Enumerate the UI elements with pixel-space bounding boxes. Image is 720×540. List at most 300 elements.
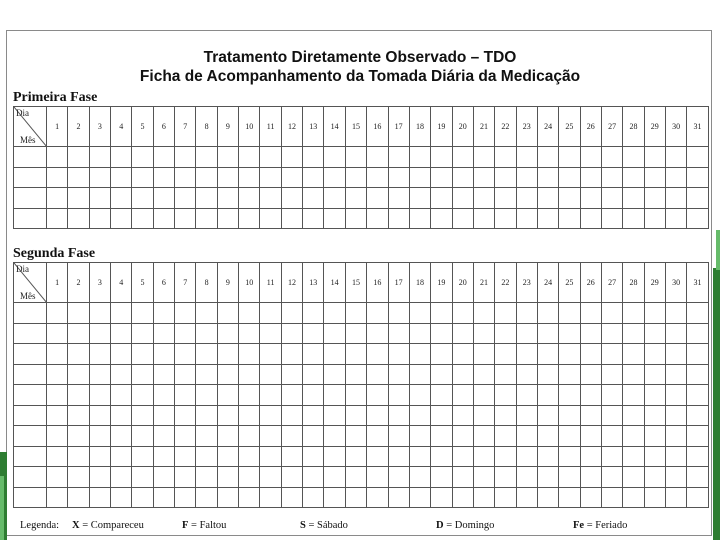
day-mark-cell[interactable] [111, 487, 132, 508]
day-mark-cell[interactable] [388, 303, 409, 324]
day-mark-cell[interactable] [324, 446, 345, 467]
day-mark-cell[interactable] [687, 147, 708, 168]
day-mark-cell[interactable] [111, 167, 132, 188]
day-mark-cell[interactable] [559, 364, 580, 385]
day-mark-cell[interactable] [452, 188, 473, 209]
day-mark-cell[interactable] [537, 385, 558, 406]
day-mark-cell[interactable] [537, 487, 558, 508]
day-mark-cell[interactable] [452, 364, 473, 385]
day-mark-cell[interactable] [431, 303, 452, 324]
day-mark-cell[interactable] [495, 323, 516, 344]
day-mark-cell[interactable] [388, 446, 409, 467]
day-mark-cell[interactable] [537, 303, 558, 324]
day-mark-cell[interactable] [409, 487, 430, 508]
day-mark-cell[interactable] [537, 323, 558, 344]
day-mark-cell[interactable] [473, 426, 494, 447]
day-mark-cell[interactable] [345, 467, 366, 488]
day-mark-cell[interactable] [644, 487, 665, 508]
day-mark-cell[interactable] [132, 188, 153, 209]
day-mark-cell[interactable] [495, 167, 516, 188]
day-mark-cell[interactable] [303, 323, 324, 344]
month-cell[interactable] [14, 467, 47, 488]
day-mark-cell[interactable] [559, 405, 580, 426]
day-mark-cell[interactable] [452, 167, 473, 188]
day-mark-cell[interactable] [132, 446, 153, 467]
day-mark-cell[interactable] [644, 446, 665, 467]
day-mark-cell[interactable] [153, 487, 174, 508]
day-mark-cell[interactable] [409, 405, 430, 426]
day-mark-cell[interactable] [196, 208, 217, 229]
day-mark-cell[interactable] [559, 467, 580, 488]
day-mark-cell[interactable] [580, 167, 601, 188]
day-mark-cell[interactable] [601, 167, 622, 188]
day-mark-cell[interactable] [196, 364, 217, 385]
day-mark-cell[interactable] [303, 344, 324, 365]
day-mark-cell[interactable] [580, 467, 601, 488]
day-mark-cell[interactable] [665, 188, 686, 209]
day-mark-cell[interactable] [409, 364, 430, 385]
day-mark-cell[interactable] [623, 303, 644, 324]
day-mark-cell[interactable] [431, 487, 452, 508]
day-mark-cell[interactable] [153, 167, 174, 188]
day-mark-cell[interactable] [409, 385, 430, 406]
day-mark-cell[interactable] [239, 344, 260, 365]
day-mark-cell[interactable] [367, 303, 388, 324]
day-mark-cell[interactable] [644, 147, 665, 168]
day-mark-cell[interactable] [89, 405, 110, 426]
day-mark-cell[interactable] [495, 188, 516, 209]
day-mark-cell[interactable] [260, 323, 281, 344]
day-mark-cell[interactable] [580, 303, 601, 324]
day-mark-cell[interactable] [431, 426, 452, 447]
day-mark-cell[interactable] [601, 385, 622, 406]
day-mark-cell[interactable] [175, 446, 196, 467]
day-mark-cell[interactable] [111, 467, 132, 488]
day-mark-cell[interactable] [516, 323, 537, 344]
day-mark-cell[interactable] [388, 344, 409, 365]
day-mark-cell[interactable] [495, 446, 516, 467]
day-mark-cell[interactable] [89, 364, 110, 385]
day-mark-cell[interactable] [153, 303, 174, 324]
day-mark-cell[interactable] [345, 188, 366, 209]
day-mark-cell[interactable] [324, 364, 345, 385]
day-mark-cell[interactable] [175, 208, 196, 229]
day-mark-cell[interactable] [495, 487, 516, 508]
day-mark-cell[interactable] [132, 344, 153, 365]
day-mark-cell[interactable] [217, 323, 238, 344]
day-mark-cell[interactable] [388, 208, 409, 229]
day-mark-cell[interactable] [217, 303, 238, 324]
day-mark-cell[interactable] [665, 147, 686, 168]
day-mark-cell[interactable] [367, 323, 388, 344]
day-mark-cell[interactable] [537, 208, 558, 229]
day-mark-cell[interactable] [132, 487, 153, 508]
day-mark-cell[interactable] [89, 344, 110, 365]
day-mark-cell[interactable] [260, 426, 281, 447]
day-mark-cell[interactable] [324, 323, 345, 344]
day-mark-cell[interactable] [196, 147, 217, 168]
day-mark-cell[interactable] [68, 446, 89, 467]
day-mark-cell[interactable] [47, 487, 68, 508]
day-mark-cell[interactable] [495, 467, 516, 488]
day-mark-cell[interactable] [409, 323, 430, 344]
month-cell[interactable] [14, 323, 47, 344]
day-mark-cell[interactable] [260, 188, 281, 209]
day-mark-cell[interactable] [175, 147, 196, 168]
day-mark-cell[interactable] [132, 364, 153, 385]
day-mark-cell[interactable] [665, 167, 686, 188]
day-mark-cell[interactable] [324, 487, 345, 508]
day-mark-cell[interactable] [452, 446, 473, 467]
day-mark-cell[interactable] [644, 467, 665, 488]
day-mark-cell[interactable] [601, 188, 622, 209]
day-mark-cell[interactable] [153, 208, 174, 229]
day-mark-cell[interactable] [388, 385, 409, 406]
day-mark-cell[interactable] [580, 487, 601, 508]
day-mark-cell[interactable] [239, 385, 260, 406]
day-mark-cell[interactable] [665, 446, 686, 467]
month-cell[interactable] [14, 167, 47, 188]
day-mark-cell[interactable] [89, 487, 110, 508]
day-mark-cell[interactable] [281, 405, 302, 426]
day-mark-cell[interactable] [217, 167, 238, 188]
day-mark-cell[interactable] [644, 405, 665, 426]
day-mark-cell[interactable] [68, 487, 89, 508]
day-mark-cell[interactable] [68, 188, 89, 209]
day-mark-cell[interactable] [175, 167, 196, 188]
day-mark-cell[interactable] [452, 385, 473, 406]
day-mark-cell[interactable] [665, 344, 686, 365]
day-mark-cell[interactable] [559, 426, 580, 447]
day-mark-cell[interactable] [324, 147, 345, 168]
day-mark-cell[interactable] [175, 385, 196, 406]
day-mark-cell[interactable] [345, 385, 366, 406]
day-mark-cell[interactable] [281, 385, 302, 406]
day-mark-cell[interactable] [345, 487, 366, 508]
day-mark-cell[interactable] [687, 323, 708, 344]
day-mark-cell[interactable] [431, 467, 452, 488]
day-mark-cell[interactable] [601, 426, 622, 447]
day-mark-cell[interactable] [175, 303, 196, 324]
day-mark-cell[interactable] [431, 405, 452, 426]
month-cell[interactable] [14, 426, 47, 447]
day-mark-cell[interactable] [623, 446, 644, 467]
day-mark-cell[interactable] [559, 446, 580, 467]
day-mark-cell[interactable] [580, 188, 601, 209]
day-mark-cell[interactable] [516, 487, 537, 508]
day-mark-cell[interactable] [687, 385, 708, 406]
day-mark-cell[interactable] [431, 147, 452, 168]
day-mark-cell[interactable] [409, 167, 430, 188]
day-mark-cell[interactable] [111, 147, 132, 168]
day-mark-cell[interactable] [623, 344, 644, 365]
day-mark-cell[interactable] [516, 385, 537, 406]
day-mark-cell[interactable] [345, 446, 366, 467]
day-mark-cell[interactable] [89, 323, 110, 344]
day-mark-cell[interactable] [452, 323, 473, 344]
day-mark-cell[interactable] [644, 188, 665, 209]
day-mark-cell[interactable] [111, 208, 132, 229]
day-mark-cell[interactable] [559, 487, 580, 508]
day-mark-cell[interactable] [196, 467, 217, 488]
day-mark-cell[interactable] [623, 364, 644, 385]
day-mark-cell[interactable] [132, 405, 153, 426]
day-mark-cell[interactable] [367, 467, 388, 488]
day-mark-cell[interactable] [153, 344, 174, 365]
day-mark-cell[interactable] [431, 208, 452, 229]
day-mark-cell[interactable] [687, 167, 708, 188]
day-mark-cell[interactable] [239, 208, 260, 229]
day-mark-cell[interactable] [601, 208, 622, 229]
day-mark-cell[interactable] [47, 426, 68, 447]
day-mark-cell[interactable] [239, 188, 260, 209]
day-mark-cell[interactable] [281, 426, 302, 447]
day-mark-cell[interactable] [217, 344, 238, 365]
day-mark-cell[interactable] [345, 364, 366, 385]
day-mark-cell[interactable] [601, 487, 622, 508]
day-mark-cell[interactable] [367, 167, 388, 188]
day-mark-cell[interactable] [281, 446, 302, 467]
day-mark-cell[interactable] [196, 426, 217, 447]
day-mark-cell[interactable] [324, 208, 345, 229]
day-mark-cell[interactable] [580, 147, 601, 168]
month-cell[interactable] [14, 405, 47, 426]
day-mark-cell[interactable] [580, 344, 601, 365]
day-mark-cell[interactable] [68, 303, 89, 324]
day-mark-cell[interactable] [132, 323, 153, 344]
day-mark-cell[interactable] [303, 446, 324, 467]
day-mark-cell[interactable] [153, 405, 174, 426]
day-mark-cell[interactable] [644, 167, 665, 188]
day-mark-cell[interactable] [303, 364, 324, 385]
day-mark-cell[interactable] [687, 467, 708, 488]
day-mark-cell[interactable] [431, 188, 452, 209]
day-mark-cell[interactable] [281, 323, 302, 344]
day-mark-cell[interactable] [644, 208, 665, 229]
day-mark-cell[interactable] [89, 385, 110, 406]
day-mark-cell[interactable] [47, 147, 68, 168]
day-mark-cell[interactable] [260, 446, 281, 467]
day-mark-cell[interactable] [516, 188, 537, 209]
day-mark-cell[interactable] [644, 344, 665, 365]
day-mark-cell[interactable] [111, 426, 132, 447]
day-mark-cell[interactable] [644, 364, 665, 385]
day-mark-cell[interactable] [623, 208, 644, 229]
month-cell[interactable] [14, 446, 47, 467]
day-mark-cell[interactable] [68, 467, 89, 488]
day-mark-cell[interactable] [68, 323, 89, 344]
day-mark-cell[interactable] [303, 208, 324, 229]
day-mark-cell[interactable] [196, 385, 217, 406]
day-mark-cell[interactable] [495, 147, 516, 168]
day-mark-cell[interactable] [601, 344, 622, 365]
day-mark-cell[interactable] [47, 303, 68, 324]
day-mark-cell[interactable] [345, 426, 366, 447]
day-mark-cell[interactable] [345, 344, 366, 365]
day-mark-cell[interactable] [196, 167, 217, 188]
day-mark-cell[interactable] [431, 385, 452, 406]
day-mark-cell[interactable] [217, 208, 238, 229]
day-mark-cell[interactable] [516, 167, 537, 188]
day-mark-cell[interactable] [217, 487, 238, 508]
month-cell[interactable] [14, 344, 47, 365]
day-mark-cell[interactable] [153, 323, 174, 344]
day-mark-cell[interactable] [388, 405, 409, 426]
day-mark-cell[interactable] [559, 188, 580, 209]
day-mark-cell[interactable] [473, 344, 494, 365]
day-mark-cell[interactable] [111, 385, 132, 406]
day-mark-cell[interactable] [580, 446, 601, 467]
day-mark-cell[interactable] [132, 385, 153, 406]
day-mark-cell[interactable] [239, 167, 260, 188]
day-mark-cell[interactable] [687, 487, 708, 508]
day-mark-cell[interactable] [239, 446, 260, 467]
day-mark-cell[interactable] [495, 426, 516, 447]
day-mark-cell[interactable] [47, 208, 68, 229]
day-mark-cell[interactable] [89, 426, 110, 447]
day-mark-cell[interactable] [452, 467, 473, 488]
day-mark-cell[interactable] [559, 344, 580, 365]
day-mark-cell[interactable] [559, 323, 580, 344]
day-mark-cell[interactable] [281, 487, 302, 508]
day-mark-cell[interactable] [367, 405, 388, 426]
day-mark-cell[interactable] [516, 364, 537, 385]
day-mark-cell[interactable] [68, 208, 89, 229]
day-mark-cell[interactable] [260, 385, 281, 406]
day-mark-cell[interactable] [473, 467, 494, 488]
month-cell[interactable] [14, 364, 47, 385]
day-mark-cell[interactable] [367, 385, 388, 406]
day-mark-cell[interactable] [68, 426, 89, 447]
day-mark-cell[interactable] [687, 405, 708, 426]
day-mark-cell[interactable] [303, 303, 324, 324]
day-mark-cell[interactable] [175, 487, 196, 508]
day-mark-cell[interactable] [580, 208, 601, 229]
day-mark-cell[interactable] [388, 364, 409, 385]
day-mark-cell[interactable] [409, 344, 430, 365]
day-mark-cell[interactable] [132, 208, 153, 229]
day-mark-cell[interactable] [324, 344, 345, 365]
month-cell[interactable] [14, 147, 47, 168]
day-mark-cell[interactable] [175, 323, 196, 344]
day-mark-cell[interactable] [47, 344, 68, 365]
day-mark-cell[interactable] [47, 385, 68, 406]
day-mark-cell[interactable] [345, 323, 366, 344]
day-mark-cell[interactable] [239, 426, 260, 447]
day-mark-cell[interactable] [260, 405, 281, 426]
day-mark-cell[interactable] [367, 344, 388, 365]
day-mark-cell[interactable] [516, 446, 537, 467]
day-mark-cell[interactable] [495, 405, 516, 426]
day-mark-cell[interactable] [260, 364, 281, 385]
day-mark-cell[interactable] [260, 487, 281, 508]
day-mark-cell[interactable] [537, 344, 558, 365]
day-mark-cell[interactable] [516, 147, 537, 168]
day-mark-cell[interactable] [47, 467, 68, 488]
day-mark-cell[interactable] [111, 188, 132, 209]
day-mark-cell[interactable] [324, 467, 345, 488]
day-mark-cell[interactable] [68, 147, 89, 168]
day-mark-cell[interactable] [153, 385, 174, 406]
day-mark-cell[interactable] [537, 467, 558, 488]
day-mark-cell[interactable] [239, 303, 260, 324]
day-mark-cell[interactable] [153, 188, 174, 209]
day-mark-cell[interactable] [132, 147, 153, 168]
day-mark-cell[interactable] [196, 303, 217, 324]
day-mark-cell[interactable] [132, 467, 153, 488]
day-mark-cell[interactable] [281, 188, 302, 209]
day-mark-cell[interactable] [388, 426, 409, 447]
day-mark-cell[interactable] [239, 487, 260, 508]
day-mark-cell[interactable] [47, 405, 68, 426]
day-mark-cell[interactable] [409, 188, 430, 209]
day-mark-cell[interactable] [324, 303, 345, 324]
day-mark-cell[interactable] [153, 446, 174, 467]
day-mark-cell[interactable] [687, 303, 708, 324]
day-mark-cell[interactable] [175, 405, 196, 426]
day-mark-cell[interactable] [239, 467, 260, 488]
day-mark-cell[interactable] [687, 364, 708, 385]
day-mark-cell[interactable] [644, 426, 665, 447]
day-mark-cell[interactable] [89, 167, 110, 188]
day-mark-cell[interactable] [665, 405, 686, 426]
day-mark-cell[interactable] [516, 426, 537, 447]
day-mark-cell[interactable] [388, 147, 409, 168]
day-mark-cell[interactable] [196, 405, 217, 426]
day-mark-cell[interactable] [281, 344, 302, 365]
day-mark-cell[interactable] [431, 446, 452, 467]
day-mark-cell[interactable] [687, 344, 708, 365]
day-mark-cell[interactable] [537, 405, 558, 426]
day-mark-cell[interactable] [217, 405, 238, 426]
day-mark-cell[interactable] [47, 167, 68, 188]
day-mark-cell[interactable] [516, 405, 537, 426]
day-mark-cell[interactable] [601, 446, 622, 467]
day-mark-cell[interactable] [303, 405, 324, 426]
day-mark-cell[interactable] [47, 446, 68, 467]
day-mark-cell[interactable] [409, 446, 430, 467]
day-mark-cell[interactable] [409, 303, 430, 324]
day-mark-cell[interactable] [388, 323, 409, 344]
day-mark-cell[interactable] [516, 303, 537, 324]
day-mark-cell[interactable] [217, 467, 238, 488]
day-mark-cell[interactable] [47, 323, 68, 344]
day-mark-cell[interactable] [601, 147, 622, 168]
day-mark-cell[interactable] [153, 467, 174, 488]
day-mark-cell[interactable] [345, 208, 366, 229]
day-mark-cell[interactable] [324, 167, 345, 188]
day-mark-cell[interactable] [239, 147, 260, 168]
day-mark-cell[interactable] [153, 364, 174, 385]
day-mark-cell[interactable] [452, 405, 473, 426]
day-mark-cell[interactable] [644, 385, 665, 406]
day-mark-cell[interactable] [345, 405, 366, 426]
day-mark-cell[interactable] [559, 147, 580, 168]
day-mark-cell[interactable] [175, 364, 196, 385]
day-mark-cell[interactable] [89, 446, 110, 467]
day-mark-cell[interactable] [473, 167, 494, 188]
day-mark-cell[interactable] [537, 167, 558, 188]
day-mark-cell[interactable] [388, 487, 409, 508]
day-mark-cell[interactable] [495, 303, 516, 324]
day-mark-cell[interactable] [303, 188, 324, 209]
day-mark-cell[interactable] [196, 446, 217, 467]
day-mark-cell[interactable] [580, 323, 601, 344]
day-mark-cell[interactable] [281, 167, 302, 188]
day-mark-cell[interactable] [623, 385, 644, 406]
day-mark-cell[interactable] [537, 426, 558, 447]
month-cell[interactable] [14, 303, 47, 324]
